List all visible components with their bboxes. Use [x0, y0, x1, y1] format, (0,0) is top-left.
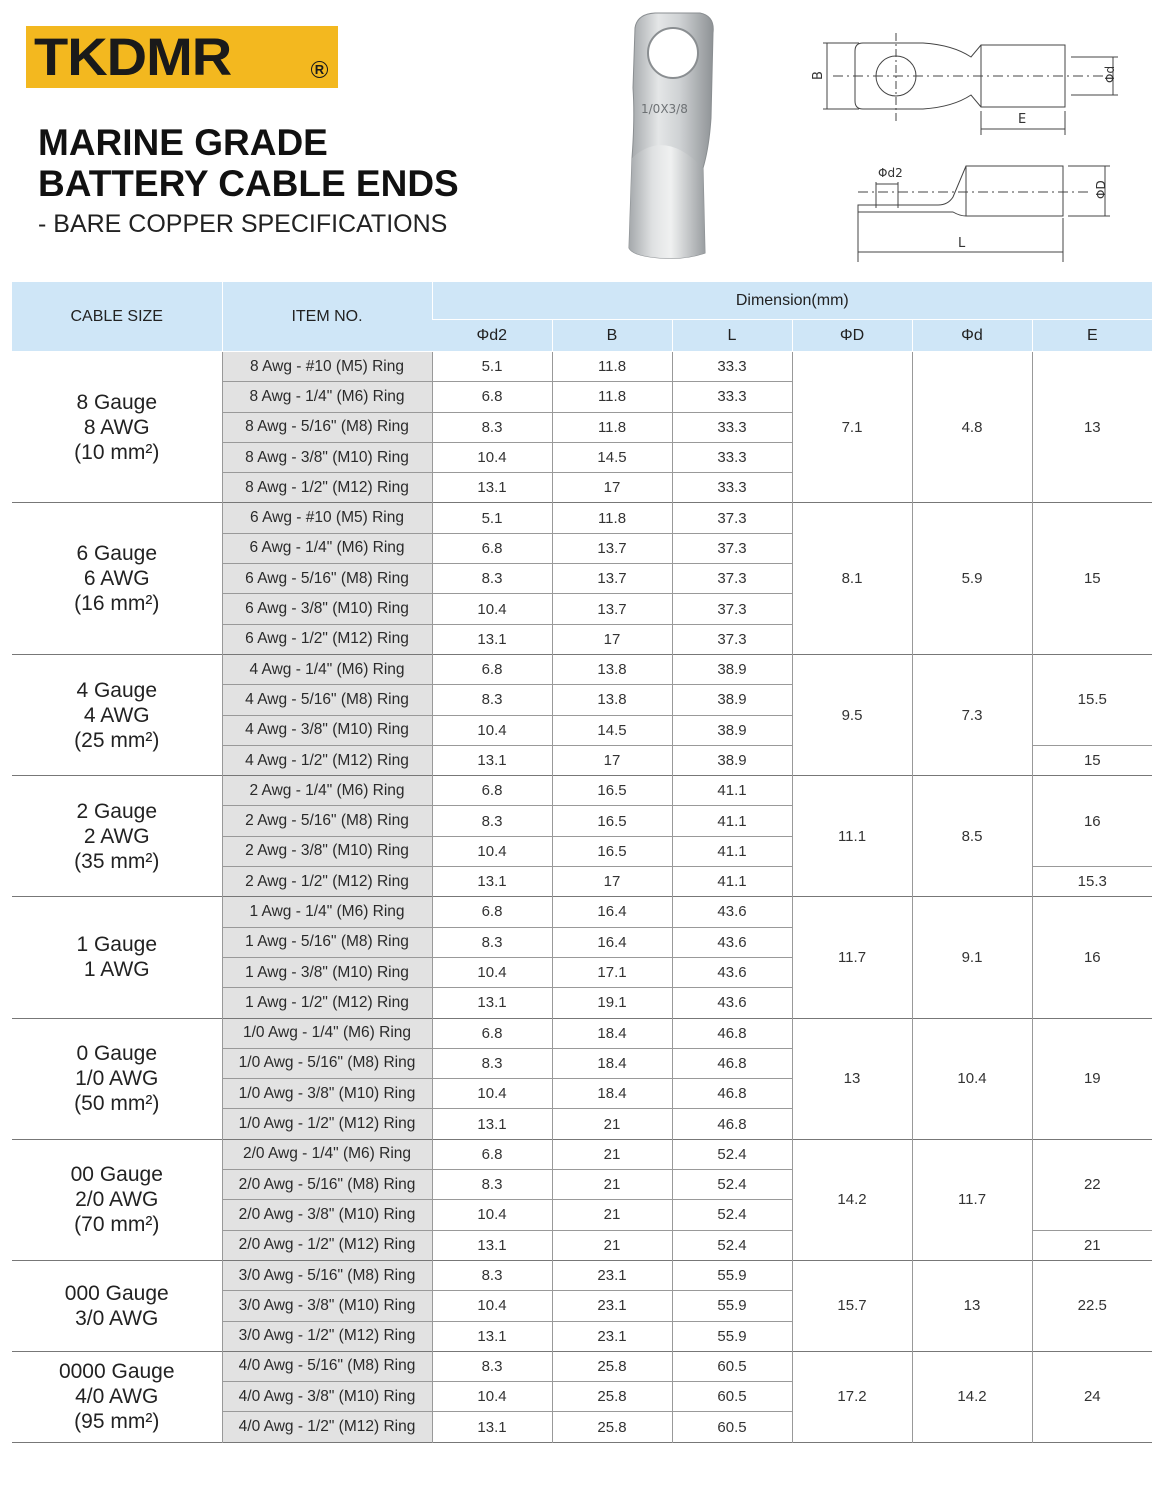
l-cell: 38.9: [672, 745, 792, 775]
item-number-cell: 6 Awg - 3/8" (M10) Ring: [222, 594, 432, 624]
label-phi-d2: Φd2: [878, 166, 903, 180]
l-cell: 46.8: [672, 1048, 792, 1078]
item-number-cell: 8 Awg - 1/2" (M12) Ring: [222, 473, 432, 503]
lug-stamp: 1/0X3/8: [641, 102, 688, 116]
b-cell: 17.1: [552, 957, 672, 987]
item-number-cell: 2 Awg - 1/4" (M6) Ring: [222, 776, 432, 806]
top-view-diagram: [803, 25, 1138, 140]
e-length-cell: 21: [1032, 1230, 1152, 1260]
item-number-cell: 1 Awg - 3/8" (M10) Ring: [222, 957, 432, 987]
d2-cell: 10.4: [432, 594, 552, 624]
e-length-cell: 16: [1032, 776, 1152, 867]
l-cell: 43.6: [672, 988, 792, 1018]
spec-table-body: [12, 352, 1152, 1443]
item-number-cell: 3/0 Awg - 3/8" (M10) Ring: [222, 1291, 432, 1321]
inner-diameter-cell: 5.9: [912, 503, 1032, 654]
d2-cell: 13.1: [432, 1321, 552, 1351]
l-cell: 55.9: [672, 1321, 792, 1351]
l-cell: 37.3: [672, 594, 792, 624]
e-length-cell: 13: [1032, 352, 1152, 503]
d2-cell: 10.4: [432, 957, 552, 987]
d2-cell: 13.1: [432, 1230, 552, 1260]
header-col-B: B: [552, 320, 672, 352]
d2-cell: 8.3: [432, 1260, 552, 1290]
cable-size-line: 1 Gauge: [76, 933, 158, 957]
e-length-cell: 22.5: [1032, 1260, 1152, 1351]
cable-size-line: 8 AWG: [83, 415, 150, 439]
item-number-cell: 1 Awg - 5/16" (M8) Ring: [222, 927, 432, 957]
b-cell: 21: [552, 1200, 672, 1230]
b-cell: 21: [552, 1230, 672, 1260]
d2-cell: 10.4: [432, 1079, 552, 1109]
d2-cell: 8.3: [432, 1048, 552, 1078]
d2-cell: 10.4: [432, 1382, 552, 1412]
side-view-diagram: [848, 152, 1128, 267]
item-number-cell: 6 Awg - 1/4" (M6) Ring: [222, 533, 432, 563]
l-cell: 60.5: [672, 1382, 792, 1412]
e-length-cell: 15: [1032, 503, 1152, 654]
item-number-cell: 6 Awg - 1/2" (M12) Ring: [222, 624, 432, 654]
b-cell: 21: [552, 1139, 672, 1169]
item-number-cell: 4/0 Awg - 5/16" (M8) Ring: [222, 1351, 432, 1381]
inner-diameter-cell: 9.1: [912, 897, 1032, 1018]
cable-size-cell: [12, 352, 222, 503]
label-E: E: [1018, 112, 1027, 127]
cable-size-line: 3/0 AWG: [75, 1306, 159, 1330]
l-cell: 37.3: [672, 624, 792, 654]
e-length-cell: 15.3: [1032, 867, 1152, 897]
l-cell: 46.8: [672, 1079, 792, 1109]
b-cell: 25.8: [552, 1351, 672, 1381]
item-number-cell: 8 Awg - #10 (M5) Ring: [222, 352, 432, 382]
d2-cell: 6.8: [432, 533, 552, 563]
spec-table: [12, 282, 1152, 1443]
item-number-cell: 1/0 Awg - 3/8" (M10) Ring: [222, 1079, 432, 1109]
l-cell: 41.1: [672, 806, 792, 836]
d2-cell: 6.8: [432, 897, 552, 927]
d2-cell: 10.4: [432, 715, 552, 745]
cable-size-line: 6 Gauge: [76, 542, 158, 566]
l-cell: 37.3: [672, 564, 792, 594]
b-cell: 14.5: [552, 715, 672, 745]
inner-diameter-cell: 13: [912, 1260, 1032, 1351]
b-cell: 17: [552, 624, 672, 654]
item-number-cell: 6 Awg - 5/16" (M8) Ring: [222, 564, 432, 594]
table-row: [12, 1139, 1152, 1169]
b-cell: 25.8: [552, 1382, 672, 1412]
e-length-cell: 15.5: [1032, 654, 1152, 745]
l-cell: 43.6: [672, 957, 792, 987]
item-number-cell: 4 Awg - 1/2" (M12) Ring: [222, 745, 432, 775]
b-cell: 11.8: [552, 382, 672, 412]
l-cell: 52.4: [672, 1230, 792, 1260]
d2-cell: 6.8: [432, 382, 552, 412]
d2-cell: 8.3: [432, 1170, 552, 1200]
cable-size-line: 1 AWG: [83, 958, 150, 982]
d2-cell: 6.8: [432, 654, 552, 684]
label-phi-D: ΦD: [1094, 180, 1108, 199]
cable-size-line: 8 Gauge: [76, 390, 158, 414]
e-length-cell: 24: [1032, 1351, 1152, 1442]
l-cell: 38.9: [672, 685, 792, 715]
d2-cell: 13.1: [432, 473, 552, 503]
cable-size-cell: [12, 1139, 222, 1260]
outer-diameter-cell: 14.2: [792, 1139, 912, 1260]
b-cell: 25.8: [552, 1412, 672, 1442]
b-cell: 16.4: [552, 927, 672, 957]
table-row: [12, 503, 1152, 533]
b-cell: 23.1: [552, 1260, 672, 1290]
d2-cell: 8.3: [432, 1351, 552, 1381]
inner-diameter-cell: 11.7: [912, 1139, 1032, 1260]
e-length-cell: 19: [1032, 1018, 1152, 1139]
b-cell: 21: [552, 1170, 672, 1200]
b-cell: 17: [552, 745, 672, 775]
l-cell: 37.3: [672, 503, 792, 533]
item-number-cell: 4 Awg - 3/8" (M10) Ring: [222, 715, 432, 745]
cable-size-line: (70 mm²): [74, 1213, 160, 1237]
table-row: [12, 1260, 1152, 1290]
cable-size-cell: [12, 1351, 222, 1442]
item-number-cell: 6 Awg - #10 (M5) Ring: [222, 503, 432, 533]
b-cell: 16.5: [552, 776, 672, 806]
outer-diameter-cell: 11.7: [792, 897, 912, 1018]
item-number-cell: 3/0 Awg - 1/2" (M12) Ring: [222, 1321, 432, 1351]
d2-cell: 10.4: [432, 1291, 552, 1321]
cable-size-line: (16 mm²): [74, 592, 160, 616]
b-cell: 17: [552, 473, 672, 503]
l-cell: 33.3: [672, 442, 792, 472]
header-dimension: Dimension(mm): [432, 282, 1152, 320]
l-cell: 33.3: [672, 473, 792, 503]
item-number-cell: 2/0 Awg - 1/2" (M12) Ring: [222, 1230, 432, 1260]
brand-name: TKDMR: [34, 26, 232, 87]
outer-diameter-cell: 11.1: [792, 776, 912, 897]
b-cell: 11.8: [552, 503, 672, 533]
l-cell: 43.6: [672, 927, 792, 957]
cable-size-line: 000 Gauge: [64, 1281, 169, 1305]
cable-size-cell: [12, 654, 222, 775]
label-B: B: [811, 71, 826, 80]
title-line-1: MARINE GRADE: [38, 122, 328, 163]
b-cell: 23.1: [552, 1291, 672, 1321]
table-row: [12, 1351, 1152, 1381]
cable-size-line: 4 AWG: [83, 703, 150, 727]
b-cell: 13.8: [552, 654, 672, 684]
d2-cell: 10.4: [432, 836, 552, 866]
item-number-cell: 1/0 Awg - 5/16" (M8) Ring: [222, 1048, 432, 1078]
b-cell: 13.7: [552, 533, 672, 563]
l-cell: 41.1: [672, 867, 792, 897]
d2-cell: 10.4: [432, 1200, 552, 1230]
header-col-d2: Φd2: [432, 320, 552, 352]
inner-diameter-cell: 10.4: [912, 1018, 1032, 1139]
d2-cell: 8.3: [432, 927, 552, 957]
item-number-cell: 3/0 Awg - 5/16" (M8) Ring: [222, 1260, 432, 1290]
d2-cell: 13.1: [432, 867, 552, 897]
e-length-cell: 22: [1032, 1139, 1152, 1230]
d2-cell: 13.1: [432, 624, 552, 654]
b-cell: 21: [552, 1109, 672, 1139]
b-cell: 23.1: [552, 1321, 672, 1351]
d2-cell: 6.8: [432, 1018, 552, 1048]
d2-cell: 8.3: [432, 412, 552, 442]
l-cell: 46.8: [672, 1018, 792, 1048]
registered-mark: R: [311, 61, 328, 78]
item-number-cell: 4/0 Awg - 1/2" (M12) Ring: [222, 1412, 432, 1442]
d2-cell: 13.1: [432, 1412, 552, 1442]
b-cell: 16.5: [552, 836, 672, 866]
outer-diameter-cell: 13: [792, 1018, 912, 1139]
d2-cell: 8.3: [432, 685, 552, 715]
d2-cell: 13.1: [432, 1109, 552, 1139]
b-cell: 17: [552, 867, 672, 897]
l-cell: 60.5: [672, 1412, 792, 1442]
l-cell: 41.1: [672, 776, 792, 806]
outer-diameter-cell: 15.7: [792, 1260, 912, 1351]
inner-diameter-cell: 7.3: [912, 654, 1032, 775]
header-col-D: ΦD: [792, 320, 912, 352]
l-cell: 41.1: [672, 836, 792, 866]
item-number-cell: 2 Awg - 3/8" (M10) Ring: [222, 836, 432, 866]
d2-cell: 13.1: [432, 745, 552, 775]
l-cell: 38.9: [672, 715, 792, 745]
cable-size-line: 6 AWG: [83, 567, 150, 591]
header-item-no: ITEM NO.: [222, 282, 432, 352]
item-number-cell: 4/0 Awg - 3/8" (M10) Ring: [222, 1382, 432, 1412]
cable-size-cell: [12, 776, 222, 897]
cable-size-line: 0 Gauge: [76, 1042, 158, 1066]
table-row: [12, 352, 1152, 382]
b-cell: 13.7: [552, 594, 672, 624]
table-row: [12, 897, 1152, 927]
item-number-cell: 4 Awg - 5/16" (M8) Ring: [222, 685, 432, 715]
item-number-cell: 4 Awg - 1/4" (M6) Ring: [222, 654, 432, 684]
title-line-2: BATTERY CABLE ENDS: [38, 163, 459, 204]
cable-size-line: (35 mm²): [74, 849, 160, 873]
cable-size-line: 0000 Gauge: [58, 1360, 175, 1384]
item-number-cell: 2 Awg - 1/2" (M12) Ring: [222, 867, 432, 897]
cable-size-line: 1/0 AWG: [75, 1067, 159, 1091]
cable-size-line: (10 mm²): [74, 440, 160, 464]
b-cell: 18.4: [552, 1079, 672, 1109]
brand-logo: [26, 26, 338, 88]
l-cell: 60.5: [672, 1351, 792, 1381]
product-photo: [605, 8, 735, 268]
d2-cell: 5.1: [432, 503, 552, 533]
b-cell: 11.8: [552, 352, 672, 382]
item-number-cell: 2/0 Awg - 5/16" (M8) Ring: [222, 1170, 432, 1200]
label-phi-d: Φd: [1103, 65, 1117, 83]
cable-size-line: (95 mm²): [74, 1410, 160, 1434]
d2-cell: 10.4: [432, 442, 552, 472]
item-number-cell: 1 Awg - 1/4" (M6) Ring: [222, 897, 432, 927]
d2-cell: 13.1: [432, 988, 552, 1018]
l-cell: 55.9: [672, 1260, 792, 1290]
e-length-cell: 16: [1032, 897, 1152, 1018]
d2-cell: 6.8: [432, 1139, 552, 1169]
l-cell: 33.3: [672, 382, 792, 412]
item-number-cell: 2 Awg - 5/16" (M8) Ring: [222, 806, 432, 836]
l-cell: 37.3: [672, 533, 792, 563]
b-cell: 19.1: [552, 988, 672, 1018]
l-cell: 33.3: [672, 352, 792, 382]
l-cell: 46.8: [672, 1109, 792, 1139]
table-row: [12, 776, 1152, 806]
header-col-E: E: [1032, 320, 1152, 352]
label-L: L: [958, 236, 966, 251]
d2-cell: 8.3: [432, 564, 552, 594]
e-length-cell: 15: [1032, 745, 1152, 775]
cable-size-cell: [12, 1260, 222, 1351]
inner-diameter-cell: 4.8: [912, 352, 1032, 503]
item-number-cell: 8 Awg - 5/16" (M8) Ring: [222, 412, 432, 442]
b-cell: 11.8: [552, 412, 672, 442]
item-number-cell: 1/0 Awg - 1/4" (M6) Ring: [222, 1018, 432, 1048]
b-cell: 14.5: [552, 442, 672, 472]
item-number-cell: 2/0 Awg - 3/8" (M10) Ring: [222, 1200, 432, 1230]
table-row: [12, 654, 1152, 684]
cable-size-cell: [12, 1018, 222, 1139]
b-cell: 18.4: [552, 1018, 672, 1048]
l-cell: 55.9: [672, 1291, 792, 1321]
outer-diameter-cell: 17.2: [792, 1351, 912, 1442]
cable-size-line: 2 AWG: [83, 824, 150, 848]
l-cell: 33.3: [672, 412, 792, 442]
item-number-cell: 1 Awg - 1/2" (M12) Ring: [222, 988, 432, 1018]
inner-diameter-cell: 14.2: [912, 1351, 1032, 1442]
outer-diameter-cell: 8.1: [792, 503, 912, 654]
b-cell: 16.4: [552, 897, 672, 927]
b-cell: 13.8: [552, 685, 672, 715]
cable-size-line: 00 Gauge: [70, 1163, 163, 1187]
cable-size-line: (25 mm²): [74, 728, 160, 752]
cable-size-line: 4 Gauge: [76, 678, 158, 702]
d2-cell: 6.8: [432, 776, 552, 806]
outer-diameter-cell: 9.5: [792, 654, 912, 775]
page-title: [38, 122, 459, 204]
cable-size-line: 2/0 AWG: [75, 1188, 159, 1212]
cable-size-cell: [12, 897, 222, 1018]
inner-diameter-cell: 8.5: [912, 776, 1032, 897]
d2-cell: 5.1: [432, 352, 552, 382]
l-cell: 38.9: [672, 654, 792, 684]
d2-cell: 8.3: [432, 806, 552, 836]
page-subtitle: - BARE COPPER SPECIFICATIONS: [38, 210, 448, 238]
b-cell: 13.7: [552, 564, 672, 594]
l-cell: 52.4: [672, 1170, 792, 1200]
header-col-L: L: [672, 320, 792, 352]
table-row: [12, 1018, 1152, 1048]
header-cable-size: CABLE SIZE: [12, 282, 222, 352]
outer-diameter-cell: 7.1: [792, 352, 912, 503]
l-cell: 52.4: [672, 1139, 792, 1169]
item-number-cell: 8 Awg - 1/4" (M6) Ring: [222, 382, 432, 412]
b-cell: 16.5: [552, 806, 672, 836]
l-cell: 52.4: [672, 1200, 792, 1230]
header-col-d: Φd: [912, 320, 1032, 352]
item-number-cell: 1/0 Awg - 1/2" (M12) Ring: [222, 1109, 432, 1139]
cable-size-cell: [12, 503, 222, 654]
b-cell: 18.4: [552, 1048, 672, 1078]
l-cell: 43.6: [672, 897, 792, 927]
cable-size-line: (50 mm²): [74, 1092, 160, 1116]
cable-size-line: 4/0 AWG: [75, 1385, 159, 1409]
item-number-cell: 8 Awg - 3/8" (M10) Ring: [222, 442, 432, 472]
item-number-cell: 2/0 Awg - 1/4" (M6) Ring: [222, 1139, 432, 1169]
cable-size-line: 2 Gauge: [76, 799, 158, 823]
